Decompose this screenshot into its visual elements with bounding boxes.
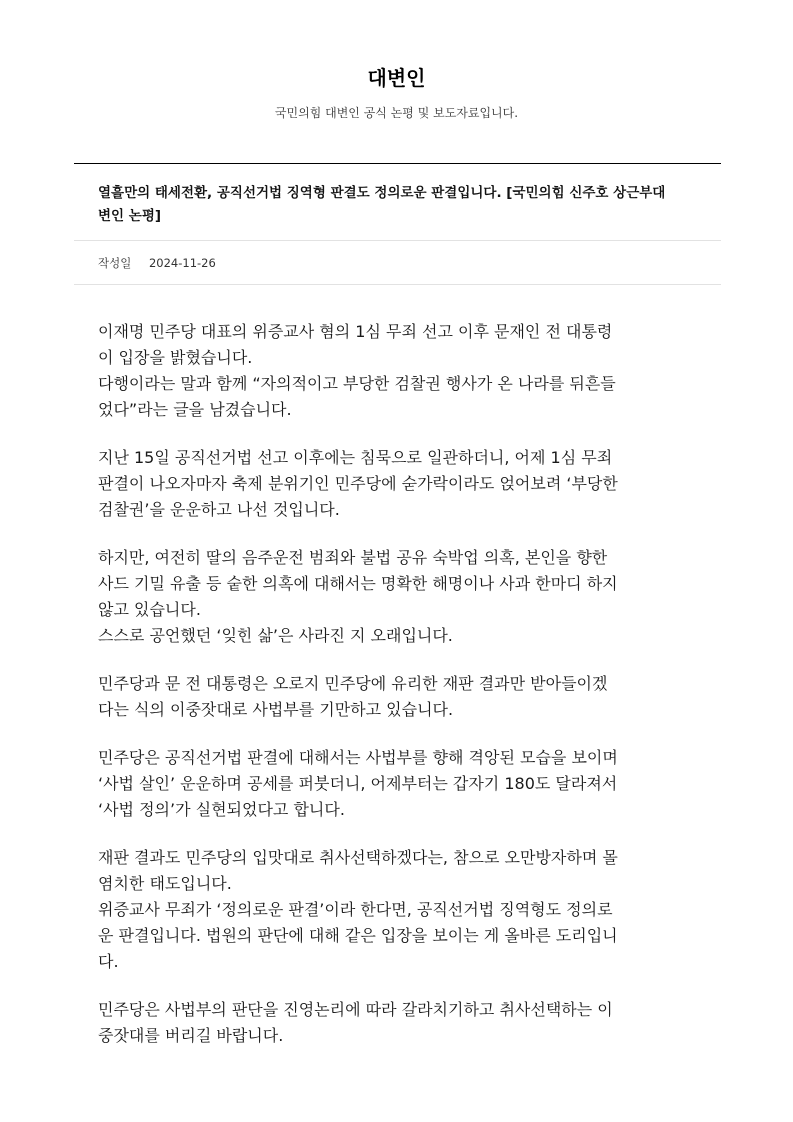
text-line: 민주당은 사법부의 판단을 진영논리에 따라 갈라치기하고 취사선택하는 이 [98, 1000, 613, 1019]
paragraph-1 [98, 319, 698, 423]
article-title-line: 열흘만의 태세전환, 공직선거법 징역형 판결도 정의로운 판결입니다. [국민의힘 신주호 상근부대 [98, 185, 666, 201]
text-line: 운 판결입니다. 법원의 판단에 대해 같은 입장을 보이는 게 올바른 도리입니 [98, 926, 618, 945]
text-line: 검찰권’을 운운하고 나선 것입니다. [98, 500, 340, 519]
article-meta [98, 255, 216, 271]
article-title-line: 변인 논평] [98, 208, 162, 224]
text-line: 민주당과 문 전 대통령은 오로지 민주당에 유리한 재판 결과만 받아들이겠 [98, 674, 608, 693]
paragraph-6 [98, 845, 698, 975]
text-line: 재판 결과도 민주당의 입맛대로 취사선택하겠다는, 참으로 오만방자하며 몰 [98, 848, 618, 867]
paragraph-3 [98, 545, 698, 649]
text-line: 하지만, 여전히 딸의 음주운전 범죄와 불법 공유 숙박업 의혹, 본인을 향한 [98, 548, 608, 567]
date-value: 2024-11-26 [148, 256, 216, 270]
article-title [98, 182, 708, 228]
paragraph-7 [98, 997, 698, 1049]
text-line: 사드 기밀 유출 등 숱한 의혹에 대해서는 명확한 해명이나 사과 한마디 하지 [98, 574, 618, 593]
meta-divider [74, 284, 721, 285]
header-divider [74, 163, 721, 164]
text-line: 않고 있습니다. [98, 600, 201, 619]
paragraph-2 [98, 445, 698, 523]
text-line: 판결이 나오자마자 축제 분위기인 민주당에 숟가락이라도 얹어보려 ‘부당한 [98, 474, 618, 493]
paragraph-4 [98, 671, 698, 723]
article-body [98, 319, 698, 1071]
text-line: 지난 15일 공직선거법 선고 이후에는 침묵으로 일관하더니, 어제 1심 무죄 [98, 448, 613, 467]
text-line: 염치한 태도입니다. [98, 874, 232, 893]
date-label: 작성일 [98, 256, 132, 270]
text-line: 다는 식의 이중잣대로 사법부를 기만하고 있습니다. [98, 700, 454, 719]
text-line: 었다”라는 글을 남겼습니다. [98, 400, 292, 419]
text-line: 다. [98, 952, 119, 971]
text-line: ‘사법 정의’가 실현되었다고 합니다. [98, 800, 345, 819]
paragraph-5 [98, 745, 698, 823]
text-line: 위증교사 무죄가 ‘정의로운 판결’이라 한다면, 공직선거법 징역형도 정의로 [98, 900, 613, 919]
page-title: 대변인 [367, 66, 426, 90]
text-line: 중잣대를 버리길 바랍니다. [98, 1026, 284, 1045]
text-line: 이 입장을 밝혔습니다. [98, 348, 253, 367]
text-line: ‘사법 살인’ 운운하며 공세를 퍼붓더니, 어제부터는 갑자기 180도 달라져서 [98, 774, 618, 793]
text-line: 다행이라는 말과 함께 “자의적이고 부당한 검찰권 행사가 온 나라를 뒤흔들 [98, 374, 616, 393]
page-subtitle: 국민의힘 대변인 공식 논평 및 보도자료입니다. [274, 106, 519, 120]
text-line: 이재명 민주당 대표의 위증교사 혐의 1심 무죄 선고 이후 문재인 전 대통령 [98, 322, 613, 341]
text-line: 민주당은 공직선거법 판결에 대해서는 사법부를 향해 격앙된 모습을 보이며 [98, 748, 618, 767]
text-line: 스스로 공언했던 ‘잊힌 삶’은 사라진 지 오래입니다. [98, 626, 453, 645]
title-divider [74, 240, 721, 241]
